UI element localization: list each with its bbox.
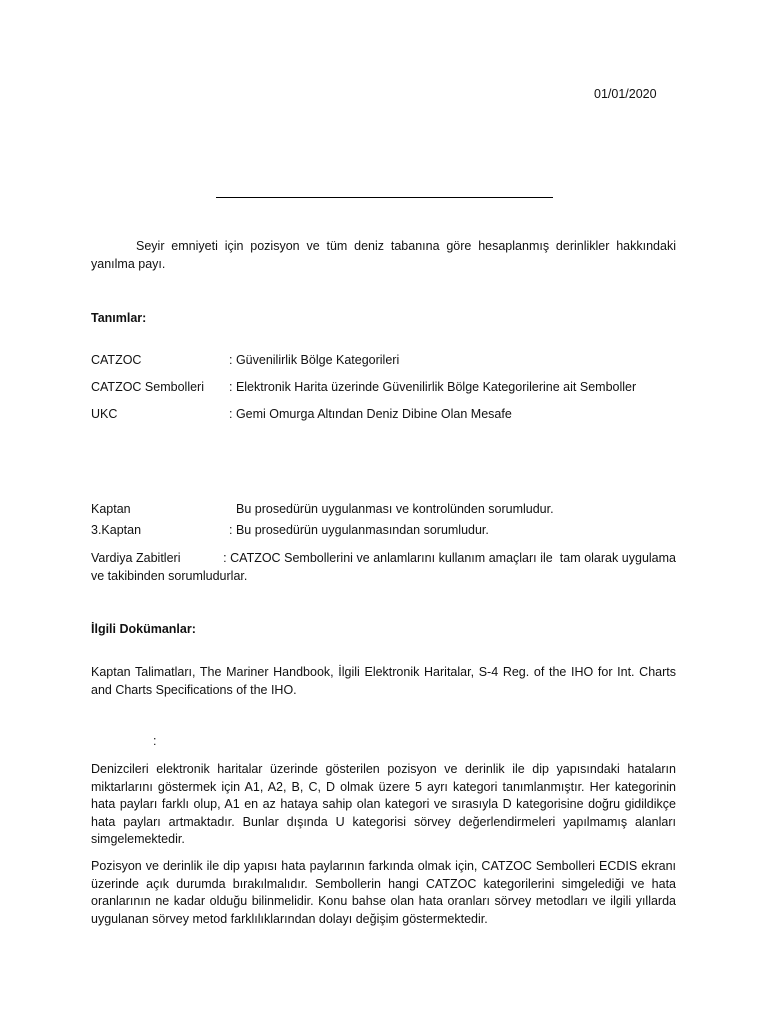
responsibility-watch-officers: Vardiya Zabitleri : CATZOC Sembollerini ve anlamlarını kullanım amaçları ile tam olarak uygulama ve takibinden sorumludurlar. <box>91 551 680 583</box>
body-paragraph-1: Denizcileri elektronik haritalar üzerinde gösterilen pozisyon ve derinlik ile dip yapısındaki hataların miktarlarını göstermek için A1, A2, B, C, D olmak üzere 5 ayrı kategori tanımlanmıştır. Her kategorinin hata payları farklı olup, A1 en az hataya sahip olan kategori ve sırasıyla D kategorisine doğru gidildikçe hata payları artmaktadır. Bunlar dışında U kategorisi sörvey değerlendirmeleri yapılmamış alanları simgelemektedir. <box>91 762 676 846</box>
body-paragraph-2: Pozisyon ve derinlik ile dip yapısı hata paylarının farkında olmak için, CATZOC Sembolleri ECDIS ekranı üzerinde açık durumda bırakılmalıdır. Sembollerin hangi CATZOC kategorilerini simgelediği ve hata oranlarının ne kadar olduğu bilinmelidir. Konu bahse olan hata oranları sörvey metodları ve ilgili yıllarda uygulanan sörvey metod farklılıklarından dolayı değişim göstermektedir. <box>91 859 676 926</box>
definition-text-catzoc-sembolleri: : Elektronik Harita üzerinde Güvenilirlik Bölge Kategorilerine ait Semboller <box>229 380 637 394</box>
definition-text-catzoc: : Güvenilirlik Bölge Kategorileri <box>229 353 400 367</box>
responsibility-term-3-kaptan: 3.Kaptan <box>91 523 142 537</box>
definition-term-ukc: UKC <box>91 407 118 421</box>
definition-term-catzoc-sembolleri: CATZOC Sembolleri <box>91 380 204 394</box>
document-date: 01/01/2020 <box>594 87 657 101</box>
related-docs-text: Kaptan Talimatları, The Mariner Handbook, İlgili Elektronik Haritalar, S-4 Reg. of the IHO for Int. Charts and Charts Specifications of the IHO. <box>91 665 676 697</box>
responsibility-text-3-kaptan: : Bu prosedürün uygulanmasından sorumludur. <box>229 523 489 537</box>
title-underline <box>216 197 553 198</box>
purpose-paragraph: Seyir emniyeti için pozisyon ve tüm deniz tabanına göre hesaplanmış derinlikler hakkındaki yanılma payı. <box>91 239 676 271</box>
section-colon: : <box>153 734 157 748</box>
related-docs-heading: İlgili Dokümanlar: <box>91 622 196 636</box>
definitions-heading: Tanımlar: <box>91 311 147 325</box>
definition-text-ukc: : Gemi Omurga Altından Deniz Dibine Olan Mesafe <box>229 407 512 421</box>
responsibility-text-kaptan: Bu prosedürün uygulanması ve kontrolünden sorumludur. <box>236 502 554 516</box>
responsibility-term-kaptan: Kaptan <box>91 502 131 516</box>
definition-term-catzoc: CATZOC <box>91 353 142 367</box>
